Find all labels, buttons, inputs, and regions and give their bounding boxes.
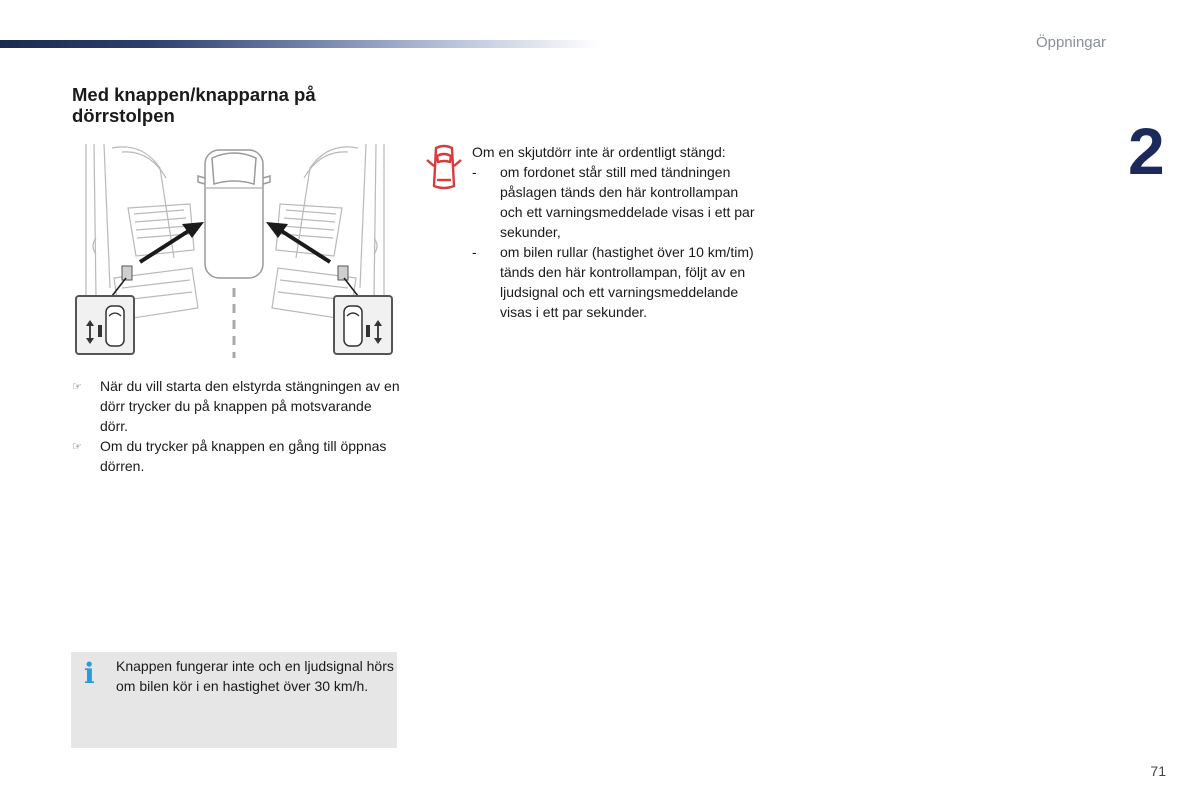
car-door-open-warning-icon [424, 142, 464, 192]
header-accent-bar [0, 40, 600, 48]
instruction-list [72, 376, 402, 476]
list-item: ☞ När du vill starta den elstyrda stängningen av en dörr trycker du på knappen på motsvarande dörr. [72, 378, 400, 434]
warning-conditions [472, 162, 760, 322]
info-icon: i [84, 657, 95, 690]
section-label: Öppningar [1035, 34, 1106, 51]
sliding-door-diagram [72, 138, 398, 360]
list-item: - om fordonet står still med tändningen påslagen tänds den här kontrollampan och ett varningsmeddelade visas i ett par sekunder, [472, 164, 755, 240]
list-item: ☞ Om du trycker på knappen en gång till öppnas dörren. [72, 438, 387, 474]
chapter-number: 2 [1128, 114, 1165, 188]
list-item: - om bilen rullar (hastighet över 10 km/tim) tänds den här kontrollampan, följt av en ljudsignal och ett varningsmeddelande visas i ett par sekunder. [472, 244, 754, 320]
info-text: Knappen fungerar inte och en ljudsignal hörs om bilen kör i en hastighet över 30 km/h. [116, 658, 394, 694]
info-box [71, 652, 397, 748]
door-warning-block [420, 142, 760, 322]
pointing-hand-icon: ☞ [72, 441, 82, 453]
warning-intro: Om en skjutdörr inte är ordentligt stängd: [472, 144, 726, 160]
pointing-hand-icon: ☞ [72, 381, 82, 393]
page-title: Med knappen/knapparna på dörrstolpen [72, 84, 316, 126]
page-number: 71 [1150, 763, 1166, 779]
